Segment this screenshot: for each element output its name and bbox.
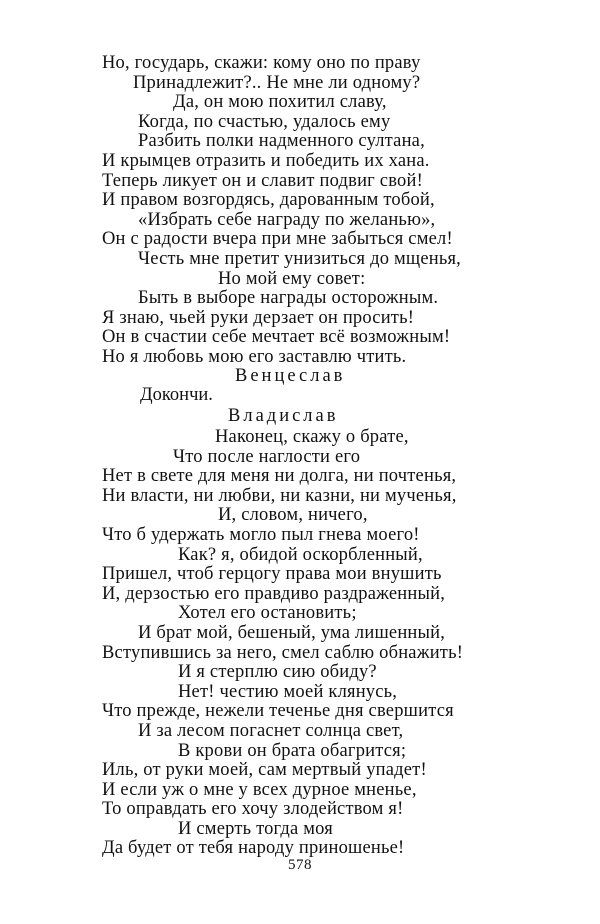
verse-line: Я знаю, чьей руки дерзает он просить! [102, 307, 415, 328]
verse-line: И за лесом погаснет солнца свет, [138, 720, 404, 741]
verse-line: Да будет от тебя народу приношенье! [102, 838, 405, 859]
speaker-name-venceslav: Венцеслав [235, 366, 346, 386]
page-number: 578 [288, 857, 312, 873]
verse-line: Наконец, скажу о брате, [215, 427, 409, 447]
verse-line: Нет в свете для меня ни долга, ни почтенья, [102, 466, 457, 487]
verse-line: Что после наглости его [173, 446, 361, 467]
verse-line: Хотел его остановить; [178, 603, 357, 624]
verse-line: Нет! честию моей клянусь, [178, 681, 398, 702]
verse-line: Что прежде, нежели теченье дня свершится [102, 701, 454, 722]
verse-line: И, дерзостью его правдиво раздраженный, [102, 583, 446, 604]
verse-line: Иль, от руки моей, сам мертвый упадет! [102, 760, 427, 781]
speaker-name-vladislav: Владислав [228, 406, 339, 426]
verse-line: Он в счастии себе мечтает всё возможным! [102, 327, 451, 348]
verse-block-2 [0, 428, 600, 859]
verse-line: Принадлежит?.. Не мне ли одному? [133, 72, 421, 93]
verse-line: Но, государь, скажи: кому оно по праву [102, 53, 421, 73]
verse-line: И правом возгордясь, дарованным тобой, [102, 190, 435, 211]
verse-line: Но мой ему совет: [218, 268, 366, 289]
verse-line: Быть в выборе награды осторожным. [138, 288, 439, 309]
verse-line: И я стерплю сию обиду? [178, 662, 377, 683]
verse-line: «Избрать себе награду по желанью», [138, 209, 436, 230]
verse-line: И, словом, ничего, [218, 505, 368, 526]
verse-line: Но я любовь мою его заставлю чтить. [102, 346, 407, 367]
verse-line: Как? я, обидой оскорбленный, [178, 544, 423, 565]
verse-line: Вступившись за него, смел саблю обнажить! [102, 642, 464, 663]
verse-line: В крови он брата обагрится; [178, 740, 407, 761]
verse-line: Да, он мою похитил славу, [173, 92, 387, 113]
verse-line: Что б удержать могло пыл гнева моего! [102, 524, 420, 545]
verse-line: И если уж о мне у всех дурное мненье, [102, 779, 417, 800]
verse-line: Честь мне претит унизиться до мщенья, [138, 248, 462, 269]
verse-line: Разбить полки надменного султана, [138, 131, 425, 152]
speech-line: Докончи. [140, 385, 213, 405]
verse-line: Он с радости вчера при мне забыться смел! [102, 229, 453, 250]
verse-line: Теперь ликует он и славит подвиг свой! [102, 170, 423, 191]
verse-line: И смерть тогда моя [178, 818, 333, 839]
verse-line: И крымцев отразить и победить их хана. [102, 150, 430, 171]
verse-line: Ни власти, ни любви, ни казни, ни мученья, [102, 485, 457, 506]
verse-line: Когда, по счастью, удалось ему [138, 111, 391, 132]
verse-line: Пришел, чтоб герцогу права мои внушить [102, 564, 442, 585]
verse-line: То оправдать его хочу злодейством я! [102, 799, 404, 820]
verse-block-1 [0, 54, 600, 368]
verse-line: И брат мой, бешеный, ума лишенный, [138, 622, 446, 643]
